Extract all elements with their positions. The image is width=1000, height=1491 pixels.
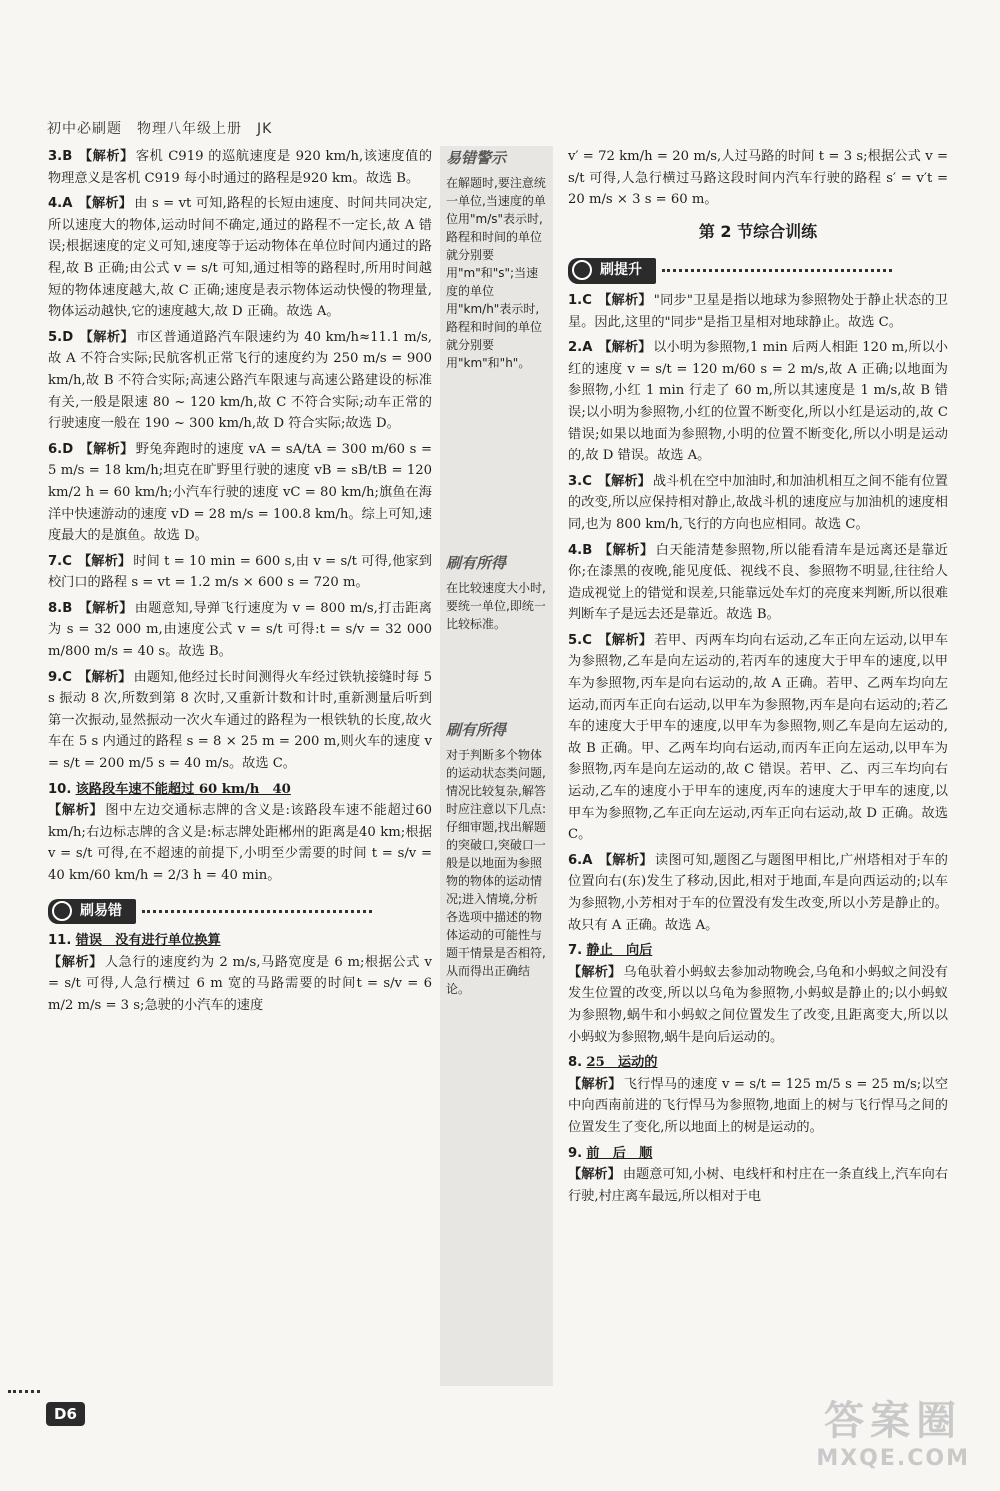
section-banner-easy-mistakes (48, 891, 432, 931)
question-9 (568, 1143, 948, 1208)
question-number: 3. (568, 473, 583, 489)
question-9 (48, 667, 432, 775)
analysis-text: 市区普通道路汽车限速约为 40 km/h≈11.1 m/s,故 A 不符合实际;民航客机正常飞行的速度约为 250 m/s = 900 km/h,故 B 不符合实际;高速公路汽车限速与高速公路建设的标准有关,一般是限速 80 ~ 120 km/h,故 C 不符合实际;动车正常的行驶速度一般在 190 ~ 300 km/h,故 D 符合实际;故选 D。 (48, 329, 432, 432)
banner-label: 刷易错 (80, 902, 122, 919)
analysis-text: 战斗机在空中加油时,和加油机相互之间不能有位置的改变,所以应保持相对静止,故战斗机的速度应与加油机的速度相同,也为 800 km/h,飞行的方向也应相同。故选 C。 (568, 473, 948, 532)
fill-answer: 前 后 顺 (586, 1145, 653, 1161)
question-number: 6. (48, 441, 63, 457)
question-number: 3. (48, 149, 63, 164)
analysis-tag: 【解析】 (598, 852, 653, 868)
section-banner-improve (568, 250, 948, 290)
analysis-text: "同步"卫星是指以地球为参照物处于静止状态的卫星。因此,这里的"同步"是指卫星相对地球静止。故选 C。 (568, 292, 948, 330)
answer-letter: B (62, 600, 73, 616)
analysis-tag: 【解析】 (597, 473, 651, 489)
side-note-takeaway-1 (440, 551, 553, 633)
analysis-tag: 【解析】 (568, 964, 622, 980)
side-note-heading: 易错警示 (446, 149, 507, 167)
side-note-text: 在解题时,要注意统一单位,当速度的单位用"m/s"表示时,路程和时间的单位就分别要用"m"和"s";当速度的单位用"km/h"表示时,路程和时间的单位就分别要用"km"和"h"。 (446, 175, 546, 370)
analysis-tag: 【解析】 (79, 329, 135, 345)
question-8 (568, 1052, 948, 1138)
analysis-text: 以小明为参照物,1 min 后两人相距 120 m,所以小红的速度 v = s/t = 120 m/60 s = 2 m/s,故 A 正确;以地面为参照物,小红 1 min 行走了 60 m,所以其速度是 1 m/s,故 B 错误;以小明为参照物,小红的位置不断变化,所以小红是运动的,故 C 错误;如果以地面为参照物,小明的位置不断变化,所以小明是运动的,故 D 错误。故选 A。 (568, 340, 948, 464)
fill-answer: 25 运动的 (586, 1055, 658, 1071)
question-number: 2. (568, 340, 583, 356)
analysis-text: 时间 t = 10 min = 600 s,由 v = s/t 可得,他家到校门口的路程 s = vt = 1.2 m/s × 600 s = 720 m。 (48, 553, 432, 591)
analysis-text: 读图可知,题图乙与题图甲相比,广州塔相对于车的位置向右(东)发生了移动,因此,相对于地面,车是向西运动的;以车为参照物,小芳相对于车的位置没有发生改变,所以小芳是静止的。故只有 A 正确。故选 A。 (568, 852, 948, 933)
analysis-tag: 【解析】 (78, 149, 134, 164)
question-number: 8. (48, 600, 63, 616)
analysis-tag: 【解析】 (48, 954, 103, 970)
analysis-tag: 【解析】 (597, 292, 652, 308)
fill-answer: 错误 没有进行单位换算 (75, 933, 221, 949)
question-5 (568, 630, 948, 846)
dotted-divider (142, 910, 372, 913)
watermark-main: 答案圈 (824, 1398, 963, 1444)
analysis-text: 由题意知,导弹飞行速度为 v = 800 m/s,打击距离为 s = 32 000 m,由速度公式 v = s/t 可得:t = s/v = 32 000 m/800 m/s = 40 s。故选 B。 (48, 600, 432, 660)
fill-answer: 静止 向后 (586, 943, 653, 959)
side-note-takeaway-2 (440, 718, 553, 998)
side-note-text: 对于判断多个物体的运动状态类问题,情况比较复杂,解答时应注意以下几点:仔细审题,找出解题的突破口,突破口一般是以地面为参照物的物体的运动情况;进入情境,分析各选项中描述的物体运动的可能性与题干情景是否相符,从而得出正确结论。 (446, 747, 547, 996)
question-7 (568, 940, 948, 1048)
analysis-text: 由题意可知,小树、电线杆和村庄在一条直线上,汽车向右行驶,村庄离车最远,所以相对于电 (568, 1167, 949, 1204)
analysis-tag: 【解析】 (568, 1167, 621, 1183)
analysis-tag: 【解析】 (48, 803, 104, 819)
side-note-heading: 刷有所得 (446, 554, 507, 572)
question-number: 10. (48, 781, 72, 797)
corner-decoration (8, 1390, 40, 1393)
question-7 (48, 551, 432, 594)
analysis-tag: 【解析】 (77, 669, 132, 685)
question-4 (48, 193, 432, 323)
answer-letter: B (62, 149, 73, 164)
question-3 (48, 146, 432, 189)
question-number: 11. (48, 933, 72, 949)
side-note-mistake-warning (440, 146, 553, 372)
page-header: 初中必刷题 物理八年级上册 JK (47, 121, 273, 137)
answer-letter: D (62, 441, 74, 457)
question-number: 7. (568, 943, 583, 959)
question-number: 8. (568, 1055, 583, 1071)
question-number: 4. (568, 542, 583, 558)
answer-letter: A (582, 852, 593, 868)
right-column (568, 146, 948, 1211)
question-number: 6. (568, 852, 583, 868)
analysis-tag: 【解析】 (78, 196, 133, 212)
question-number: 7. (48, 553, 63, 569)
analysis-text: 人急行的速度约为 2 m/s,马路宽度是 6 m;根据公式 v = s/t 可得,人急行横过 6 m 宽的马路需要的时间t = s/v = 6 m/2 m/s = 3 s;急驶的小汽车的速度 (48, 954, 433, 1013)
analysis-text: 由 s = vt 可知,路程的长短由速度、时间共同决定,所以速度大的物体,运动时间不确定,通过的路程不一定长,故 A 错误;根据速度的定义可知,速度等于运动物体在单位时间内通过的路程,故 B 正确;由公式 v = s/t 可知,通过相等的路程时,所用时间越短的物体速度越大,故 C 正确;速度是表示物体运动快慢的物理量,物体运动越快,它的速度越大,故 D 正确。故选 A。 (48, 196, 433, 320)
answer-letter: A (62, 196, 73, 212)
left-column (48, 146, 432, 1021)
brush-icon (572, 260, 592, 280)
question-number: 9. (568, 1145, 583, 1161)
analysis-text: 乌龟驮着小蚂蚁去参加动物晚会,乌龟和小蚂蚁之间没有发生位置的改变,所以以乌龟为参照物,小蚂蚁是静止的;以小蚂蚁为参照物,蜗牛和小蚂蚁之间位置发生了改变,且距离变大,所以以小蚂蚁为参照物,蜗牛是向后运动的。 (568, 964, 948, 1045)
question-3 (568, 471, 948, 536)
answer-letter: D (62, 329, 74, 345)
brush-icon (52, 901, 72, 921)
question-6 (48, 439, 432, 547)
side-note-text: 在比较速度大小时,要统一单位,即统一比较标准。 (446, 580, 546, 631)
continued-text: v′ = 72 km/h = 20 m/s,人过马路的时间 t = 3 s;根据公式 v = s/t 可得,人急行横过马路这段时间内汽车行驶的路程 s′ = v′t = 20 m/s × 3 s = 60 m。 (568, 149, 948, 208)
fill-answer: 该路段车速不能超过 60 km/h 40 (75, 781, 291, 797)
answer-letter: C (62, 669, 72, 685)
answer-letter: C (582, 292, 592, 308)
question-number: 5. (568, 632, 583, 648)
analysis-tag: 【解析】 (598, 340, 652, 356)
question-4 (568, 540, 948, 626)
analysis-text: 图中左边交通标志牌的含义是:该路段车速不能超过60 km/h;右边标志牌的含义是:标志牌处距郴州的距离是40 km;根据 v = s/t 可得,在不超速的前提下,小明至少需要的时间 t = s/v = 40 km/60 km/h = 2/3 h = 40 min。 (48, 803, 432, 883)
side-note-heading: 刷有所得 (446, 721, 507, 739)
answer-letter: C (62, 553, 72, 569)
analysis-text: 野兔奔跑时的速度 vA = sA/tA = 300 m/60 s = 5 m/s = 18 km/h;坦克在旷野里行驶的速度 vB = sB/tB = 120 km/2 h = 60 km/h;小汽车行驶的速度 vC = 80 km/h;旗鱼在海洋中快速游动的速度 vD = 28 m/s = 100.8 km/h。综上可知,速度最大的是旗鱼。故选 D。 (48, 441, 432, 544)
question-6 (568, 850, 948, 936)
question-number: 5. (48, 329, 63, 345)
question-8 (48, 598, 432, 663)
dotted-divider (662, 269, 892, 272)
analysis-tag: 【解析】 (78, 600, 133, 616)
question-number: 1. (568, 292, 583, 308)
page-number: D6 (46, 1402, 85, 1426)
watermark-logo (816, 1389, 970, 1471)
analysis-tag: 【解析】 (598, 542, 654, 558)
question-11 (48, 930, 432, 1016)
analysis-text: 若甲、丙两车均向右运动,乙车正向左运动,以甲车为参照物,乙车是向左运动的,若丙车的速度大于甲车的速度,以甲车为参照物,丙车是向右运动的,故 A 正确。若甲、乙两车均向左运动,而丙车正向右运动,以甲车为参照物,丙车是向右运动的;若乙车的速度大于甲车的速度,以甲车为参照物,则乙车是向左运动的,故 B 正确。甲、乙两车均向右运动,而丙车正向左运动,以甲车为参照物,丙车是向左运动的,故 C 错误。若甲、乙、丙三车均向右运动,乙车的速度小于甲车的速度,丙车的速度大于甲车的速度,以甲车为参照物,乙车正向左运动,丙车正向右运动,故 D 正确。故选 C。 (568, 632, 949, 843)
analysis-tag: 【解析】 (568, 1076, 622, 1092)
banner-label: 刷提升 (600, 262, 642, 279)
analysis-text: 客机 C919 的巡航速度是 920 km/h,该速度值的物理意义是客机 C919 每小时通过的路程是920 km。故选 B。 (48, 149, 433, 186)
answer-letter: C (582, 632, 592, 648)
question-10 (48, 779, 432, 887)
side-notes-column (440, 146, 553, 1386)
analysis-tag: 【解析】 (597, 632, 653, 648)
analysis-text: 白天能清楚参照物,所以能看清车是远离还是靠近你;在漆黑的夜晚,能见度低、视线不良、参照物不明显,往往给人造成视觉上的错觉和误差,只能靠远处车灯的亮度来判断,所以很难判断车子是远去还是靠近。故选 B。 (568, 542, 948, 623)
analysis-tag: 【解析】 (77, 553, 132, 569)
analysis-tag: 【解析】 (79, 441, 134, 457)
question-number: 4. (48, 196, 63, 212)
analysis-text: 由题知,他经过长时间测得火车经过铁轨接缝时每 5 s 振动 8 次,所数到第 8 次时,又重新计数和计时,重新测量后听到第一次振动,显然振动一次火车通过的路程为一根铁轨的长度,故火车在 5 s 内通过的路程 s = 8 × 25 m = 200 m,则火车的速度 v = s/t = 200 m/5 s = 40 m/s。故选 C。 (48, 669, 432, 772)
question-2 (568, 337, 948, 467)
section-title: 第 2 节综合训练 (698, 221, 818, 241)
watermark-site: MXQE.COM (816, 1446, 970, 1471)
question-1 (568, 290, 948, 333)
answer-letter: B (582, 542, 593, 558)
answer-letter: C (582, 473, 592, 489)
question-5 (48, 327, 432, 435)
analysis-text: 飞行悍马的速度 v = s/t = 125 m/5 s = 25 m/s;以空中向西南前进的飞行悍马为参照物,地面上的树与飞行悍马之间的位置发生了变化,所以地面上的树是运动的。 (568, 1076, 949, 1135)
question-number: 9. (48, 669, 63, 685)
answer-letter: A (582, 340, 593, 356)
